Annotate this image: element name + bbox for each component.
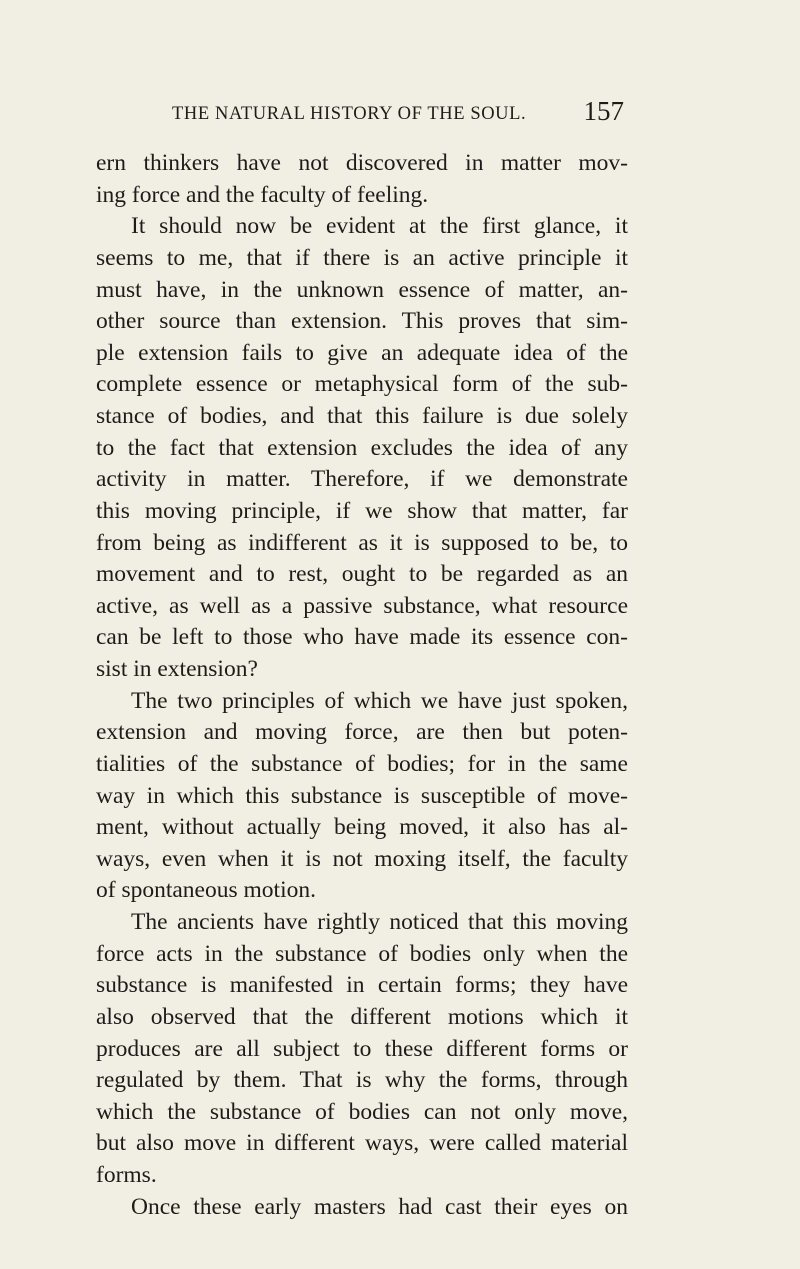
text-line: this moving principle, if we show that matter, far: [96, 497, 628, 524]
text-line: The ancients have rightly noticed that this moving: [131, 909, 628, 935]
text-line: stance of bodies, and that this failure is due solely: [96, 403, 628, 429]
text-line: ing force and the faculty of feeling.: [96, 181, 429, 208]
text-line: The two principles of which we have just spoken,: [131, 687, 628, 714]
text-line: forms.: [96, 1162, 157, 1188]
running-head: [172, 96, 632, 136]
text-line: It should now be evident at the first glance, it: [131, 213, 628, 240]
text-line: which the substance of bodies can not only move,: [96, 1098, 628, 1125]
running-title: THE NATURAL HISTORY OF THE SOUL.: [172, 104, 527, 124]
text-line: produces are all subject to these different forms or: [96, 1035, 628, 1062]
text-line: extension and moving force, are then but poten-: [96, 719, 628, 746]
text-line: seems to me, that if there is an active principle it: [96, 244, 628, 271]
text-line: to the fact that extension excludes the idea of any: [96, 434, 628, 461]
text-line: regulated by them. That is why the forms, through: [96, 1067, 628, 1094]
text-line: activity in matter. Therefore, if we demonstrate: [96, 466, 628, 493]
text-line: ple extension fails to give an adequate idea of the: [96, 339, 628, 366]
text-line: complete essence or metaphysical form of the sub-: [96, 371, 628, 398]
text-line: but also move in different ways, were called material: [96, 1130, 628, 1157]
text-line: ern thinkers have not discovered in matter mov-: [96, 150, 628, 176]
text-line: of spontaneous motion.: [96, 877, 316, 904]
text-line: Once these early masters had cast their eyes on: [131, 1193, 628, 1220]
text-line: from being as indifferent as it is supposed to be, to: [96, 529, 628, 556]
text-line: must have, in the unknown essence of matter, an-: [96, 276, 628, 303]
text-line: way in which this substance is susceptible of move-: [96, 782, 628, 809]
text-line: active, as well as a passive substance, what resource: [96, 592, 628, 619]
page-number: 157: [583, 96, 624, 126]
text-line: ment, without actually being moved, it also has al-: [96, 814, 628, 841]
text-line: also observed that the different motions which it: [96, 1003, 628, 1030]
body-text: [96, 148, 628, 1223]
text-line: tialities of the substance of bodies; for in the same: [96, 750, 628, 777]
text-line: ways, even when it is not moxing itself, the faculty: [96, 845, 628, 872]
text-line: sist in extension?: [96, 656, 258, 682]
text-line: substance is manifested in certain forms; they have: [96, 972, 628, 999]
text-line: can be left to those who have made its essence con-: [96, 624, 628, 651]
text-line: movement and to rest, ought to be regarded as an: [96, 561, 628, 588]
text-line: force acts in the substance of bodies only when the: [96, 940, 628, 967]
text-line: other source than extension. This proves that sim-: [96, 308, 628, 335]
